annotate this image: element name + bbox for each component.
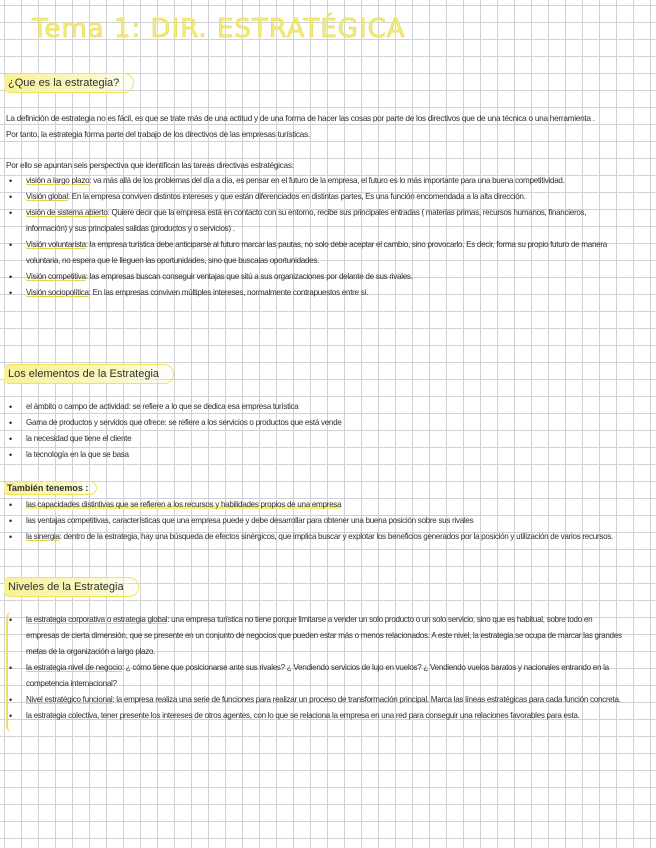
definition-paragraph: La definición de estrategia no es fácil, es que se trate más de una actitud y de una forma de hacer las cosas por parte de los directivos que de una técnica o una herramienta . Por tanto, la estrategia forma parte del trabajo de los directivos de las empresas turísticas. [6,113,595,139]
list-item [0,692,622,708]
item-text: el ámbito o campo de actividad: se refiere a lo que se dedica esa empresa turística [26,402,299,411]
perspectives-intro: Por ello se apuntan seis perspectiva que identifican las tareas directivas estratégicas: [6,160,294,170]
page-title: Tema 1: DIR. ESTRATÉGICA [32,14,406,44]
list-item [0,497,622,513]
item-term: visión a largo plazo [26,176,90,185]
item-term: Nivel estratégico funcional [26,695,113,704]
section-heading-elementos: Los elementos de la Estrategia [4,364,174,384]
item-term: visión de sistema abierto [26,208,108,217]
item-term: la sinergia [26,532,60,541]
list-item [0,237,622,269]
bullet-icon: • [9,418,12,428]
item-term: la estrategia colectiva [26,711,97,720]
list-item [0,415,622,431]
list-item [0,660,622,692]
item-text: , tener presente los intereses de otros agentes, con lo que se relaciona la empresa en una red para conseguir una relaciones favorables para esta. [96,711,580,720]
bullet-icon: • [9,695,12,705]
bullet-icon: • [9,240,12,250]
item-term: Visión competitiva [26,272,86,281]
item-text: : la empresa turística debe anticiparse al futuro marcar las pautas, no solo debe aceptar el cambio, sino provocarlo. Es decir, forma su propio futuro de manera voluntaria, no espera que le lleguen las oportunidades, sino que buscalas oportunidades. [26,240,607,265]
subheading-tambien: También tenemos : [4,481,97,495]
bullet-icon: • [9,615,12,625]
list-item [0,173,622,189]
item-text: : En la empresa conviven distintos intereses y que están diferenciados en distintas partes, Es una función encomendada a la alta dirección. [67,192,526,201]
item-text: : la empresa realiza una serie de funciones para realizar un proceso de transformación principal. Marca las líneas estratégicas para cada función concreta. [112,695,621,704]
item-term: la estrategia corporativa o estrategia global [26,615,168,624]
perspectives-list [0,173,620,301]
bullet-icon: • [9,711,12,721]
list-item [0,285,622,301]
item-text: Gama de productos y servidos que ofrece: se refiere a los servicios o productos que está vende [26,418,342,427]
item-text: : Quiere decir que la empresa está en contacto con su entorno, recibe sus principales entradas ( materias primas, recursos humanos, financieros, información) y sus principales salidas (productos y o servicios) . [26,208,587,233]
item-text: : las empresas buscan conseguir ventajas que sitú a sus organizaciones por delante de sus rivales. [85,272,413,281]
list-item [0,612,622,660]
bullet-icon: • [9,402,12,412]
item-text: la tecnología en la que se basa [26,450,129,459]
bullet-icon: • [9,176,12,186]
list-item [0,205,622,237]
section-heading-que-es: ¿Que es la estrategia? [4,73,134,93]
list-item [0,399,622,415]
item-text: la necesidad que tiene el cliente [26,434,132,443]
list-item [0,513,622,529]
bullet-icon: • [9,532,12,542]
also-list [0,497,620,545]
item-text: las capacidades distintivas que se refieren a los recursos y habilidades propios de una empresa [26,500,342,509]
item-text: las ventajas competitivas, características que una empresa puede y debe desarrollar para obtener una buena posición sobre sus rivales [26,516,474,525]
item-term: la estrategia nivel de negocio [26,663,122,672]
section-heading-niveles: Niveles de la Estrategia [4,577,139,597]
item-text: : una empresa turística no tiene porque limitarse a vender un solo producto o un solo servicio, sino que es habitual, sobre todo en empresas de cierta dimensión, que se presente en un conjunto de negocios que pueden estar más o menos relacionados. A este nivel, la estrategia se ocupa de marcar las grandes metas de la organización a largo plazo. [26,615,622,656]
item-term: Visión global [26,192,68,201]
bullet-icon: • [9,663,12,673]
bullet-icon: • [9,450,12,460]
bullet-icon: • [9,434,12,444]
levels-list [0,612,620,724]
bullet-icon: • [9,500,12,510]
item-term: Visión sociopolítica [26,288,89,297]
item-text: : ¿ cómo tiene que posicionarse ante sus rivales? ¿ Vendiendo servicios de lujo en vuelos? ¿ Vendiendo vuelos baratos y nacionales entrando en la competencia internacional? [26,663,609,688]
item-term: Visión voluntarista [26,240,86,249]
bullet-icon: • [9,288,12,298]
list-item [0,189,622,205]
list-item [0,529,622,545]
bullet-icon: • [9,192,12,202]
list-item [0,269,622,285]
list-item [0,447,622,463]
item-text: : En las empresas conviven múltiples intereses, normalmente contrapuestos entre sí. [88,288,369,297]
elements-list [0,399,620,463]
item-text: : va más allá de los problemas del día a día, es pensar en el futuro de la empresa, el futuro es lo más importante para una buena competitividad. [89,176,565,185]
list-item [0,708,622,724]
item-text: : dentro de la estrategia, hay una búsqueda de efectos sinérgicos, que implica buscar y explotar los beneficios generados por la posición y utilización de varios recursos. [59,532,613,541]
bullet-icon: • [9,272,12,282]
bullet-icon: • [9,208,12,218]
list-item [0,431,622,447]
bullet-icon: • [9,516,12,526]
